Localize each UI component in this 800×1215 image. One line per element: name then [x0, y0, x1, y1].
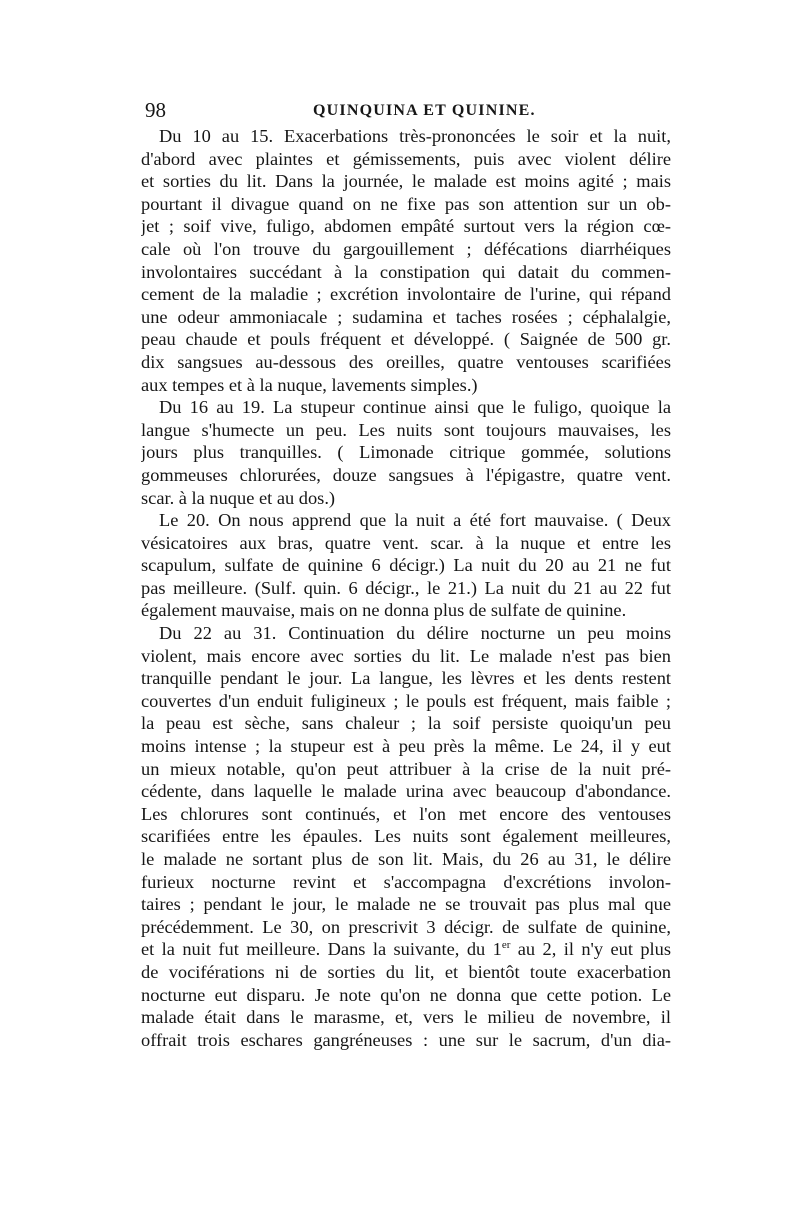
text-line: jet ; soif vive, fuligo, abdomen empâté surtout vers la région cœ-	[141, 216, 671, 237]
text-line: scar. à la nuque et au dos.)	[141, 487, 336, 508]
text-line: scapulum, sulfate de quinine 6 décigr.) La nuit du 20 au 21 ne fut	[141, 555, 671, 576]
text-line: langue s'humecte un peu. Les nuits sont toujours mauvaises, les	[141, 419, 671, 440]
text-line: moins intense ; la stupeur est à peu près la même. Le 24, il y eut	[141, 736, 671, 757]
body-text	[141, 125, 671, 1051]
text-line: également mauvaise, mais on ne donna plus de sulfate de quinine.	[141, 600, 627, 621]
text-line: offrait trois eschares gangréneuses : une sur le sacrum, d'un dia-	[141, 1029, 671, 1050]
text-line: cement de la maladie ; excrétion involontaire de l'urine, qui répand	[141, 284, 671, 305]
line-start: et la nuit fut meilleure. Dans la suivante, du 1	[141, 939, 502, 960]
text-line: involontaires succédant à la constipation qui datait du commen-	[141, 261, 671, 282]
text-line-with-superscript	[141, 938, 671, 961]
text-line: Les chlorures sont continués, et l'on met encore des ventouses	[141, 803, 671, 824]
text-line: furieux nocturne revint et s'accompagna d'excrétions involon-	[141, 871, 671, 892]
running-title: QUINQUINA ET QUININE.	[313, 102, 536, 119]
text-line: Du 10 au 15. Exacerbations très-prononcées le soir et la nuit,	[159, 126, 671, 146]
text-line: de vociférations ni de sorties du lit, et bientôt toute exacerbation	[141, 961, 671, 982]
ordinal-superscript: er	[501, 939, 511, 952]
text-line: violent, mais encore avec sorties du lit. Le malade n'est pas bien	[141, 645, 671, 666]
text-line: malade était dans le marasme, et, vers le milieu de novembre, il	[141, 1007, 671, 1028]
line-end: au 2, il n'y eut plus	[510, 939, 671, 960]
text-line: gommeuses chlorurées, douze sangsues à l'épigastre, quatre vent.	[141, 464, 671, 485]
text-line: peau chaude et pouls fréquent et développé. ( Saignée de 500 gr.	[141, 329, 671, 350]
running-head	[145, 98, 670, 124]
text-line: aux tempes et à la nuque, lavements simples.)	[141, 374, 478, 395]
text-line: pas meilleure. (Sulf. quin. 6 décigr., le 21.) La nuit du 21 au 22 fut	[141, 577, 671, 598]
text-line: d'abord avec plaintes et gémissements, puis avec violent délire	[141, 148, 671, 169]
text-line: Du 16 au 19. La stupeur continue ainsi que le fuligo, quoique la	[159, 397, 671, 418]
text-line: vésicatoires aux bras, quatre vent. scar. à la nuque et entre les	[141, 532, 671, 553]
text-line: et sorties du lit. Dans la journée, le malade est moins agité ; mais	[141, 171, 671, 192]
text-line: une odeur ammoniacale ; sudamina et taches rosées ; céphalalgie,	[141, 306, 671, 327]
text-line: cale où l'on trouve du gargouillement ; défécations diarrhéiques	[141, 238, 671, 259]
text-line: scarifiées entre les épaules. Les nuits sont également meilleures,	[141, 826, 671, 847]
text-line: le malade ne sortant plus de son lit. Mais, du 26 au 31, le délire	[141, 849, 671, 869]
text-line: Le 20. On nous apprend que la nuit a été fort mauvaise. ( Deux	[159, 510, 671, 531]
text-line: la peau est sèche, sans chaleur ; la soif persiste quoiqu'un peu	[141, 713, 671, 734]
text-line: jours plus tranquilles. ( Limonade citrique gommée, solutions	[141, 442, 671, 463]
text-line: nocturne eut disparu. Je note qu'on ne donna que cette potion. Le	[141, 984, 671, 1005]
text-line: dix sangsues au-dessous des oreilles, quatre ventouses scarifiées	[141, 351, 671, 372]
text-line: précédemment. Le 30, on prescrivit 3 décigr. de sulfate de quinine,	[141, 916, 671, 937]
text-line: tranquille pendant le jour. La langue, les lèvres et les dents restent	[141, 668, 671, 689]
text-line: un mieux notable, qu'on peut attribuer à la crise de la nuit pré-	[141, 758, 671, 779]
text-line: Du 22 au 31. Continuation du délire nocturne un peu moins	[159, 623, 671, 644]
text-line: couvertes d'un enduit fuligineux ; le pouls est fréquent, mais faible ;	[141, 690, 671, 711]
text-line: taires ; pendant le jour, le malade ne se trouvait pas plus mal que	[141, 894, 671, 915]
text-line: cédente, dans laquelle le malade urina avec beaucoup d'abondance.	[141, 781, 671, 802]
page-number: 98	[145, 98, 166, 122]
text-line: pourtant il divague quand on ne fixe pas son attention sur un ob-	[141, 193, 671, 214]
